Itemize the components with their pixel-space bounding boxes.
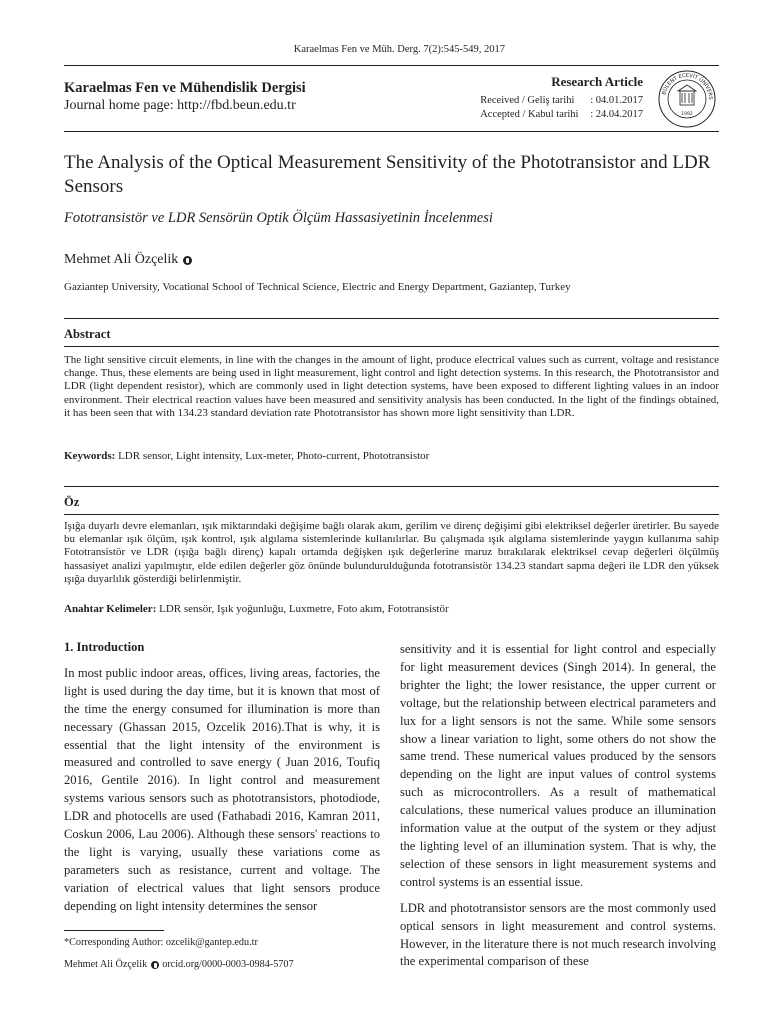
received-date: : 04.01.2017: [590, 95, 643, 106]
paper-subtitle: Fototransistör ve LDR Sensörün Optik Ölçüm Hassasiyetinin İncelenmesi: [64, 210, 493, 226]
orcid-icon[interactable]: [183, 256, 192, 265]
journal-home-link[interactable]: Journal home page: http://fbd.beun.edu.tr: [64, 98, 296, 113]
oz-keywords-label: Anahtar Kelimeler:: [64, 603, 157, 615]
seal-year: 1992: [681, 112, 693, 117]
intro-paragraph-2: sensitivity and it is essential for light control and especially for light measurement devices (Singh 2014). In general, the brighter the light; the lower resistance, the upper current or voltage, but the relationship between electrical parameters and lux for a light sensors is not the same. While some sensors show a linear variation to light, some others do not show the same trend. These numerical values produced by the sensors depending on the light are input values of control systems such as microcontrollers. As a result of mathematical calculations, these numerical values produce an illumination information value at the output of the system or they adjust the lighting level of an illumination system. That is why, the selection of these sensors in light measurement systems and control systems is an essential issue.: [400, 642, 716, 889]
intro-paragraph-3: LDR and phototransistor sensors are the most commonly used optical sensors in light measurement and control systems. However, in the literature there is not much research involving the experimental comparison of these: [400, 900, 716, 969]
left-column: [64, 639, 380, 924]
author: [64, 252, 192, 268]
abstract-section: [64, 318, 719, 462]
corresponding-author: *Corresponding Author: ozcelik@gantep.edu.tr: [64, 937, 258, 948]
accepted-label: Accepted / Kabul tarihi: [480, 109, 579, 120]
oz-heading: Öz: [64, 495, 80, 509]
footnote-divider: [64, 930, 164, 931]
footer-orcid-icon[interactable]: [151, 961, 159, 969]
oz-keywords: [64, 603, 719, 615]
abstract-divider: [64, 346, 719, 347]
paper-title: The Analysis of the Optical Measurement Sensitivity of the Phototransistor and LDR Sensors: [64, 152, 711, 197]
article-type: Research Article: [551, 74, 643, 89]
author-name: Mehmet Ali Özçelik: [64, 252, 179, 267]
abstract-heading: Abstract: [64, 327, 111, 341]
keywords-label: Keywords:: [64, 450, 116, 462]
keywords-list: LDR sensor, Light intensity, Lux-meter, Photo-current, Phototransistor: [115, 450, 430, 462]
accepted-date: : 24.04.2017: [590, 109, 643, 120]
footer-author-name: Mehmet Ali Özçelik: [64, 959, 148, 970]
abstract-text: The light sensitive circuit elements, in line with the changes in the amount of light, produce electrical values such as current, voltage and resistance change. Thus, these elements are being used in light measurement, light control and light detection systems. In this research, the Phototransistor and LDR (light dependent resistor), which are commonly used in light detection systems, have been exposed to different lighting values in an indoor environment. Their electrical reaction values have been measured and sensitivity analysis has been conducted. In the light of the findings obtained, it has been seen that with 134.23 standard deviation rate Phototransistor has shown more light sensitivity than LDR.: [64, 354, 719, 419]
oz-keywords-list: LDR sensör, Işık yoğunluğu, Luxmetre, Foto akım, Fototransistör: [156, 603, 449, 615]
intro-heading: 1. Introduction: [64, 640, 145, 654]
affiliation: Gaziantep University, Vocational School of Technical Science, Electric and Energy Department, Gaziantep, Turkey: [64, 281, 571, 293]
right-column: [400, 641, 716, 979]
footer-author: [64, 959, 294, 970]
keywords: [64, 450, 719, 462]
journal-header: [64, 65, 719, 132]
received-label: Received / Geliş tarihi: [480, 95, 575, 106]
oz-text: Işığa duyarlı devre elemanları, ışık miktarındaki değişime bağlı olarak akım, gerilim ve direnç değişimi gibi elektriksel değerler üretirler. Bu sayede bu elemanlar ışık ölçüm, ışık kontrol, ışık algılama sistemlerinde kullanılırlar. Bu çalışmada ışık algılama sistemlerinde yaygın kullanıma sahip Fototransistör ve LDR (ışığa bağlı direnç) kapalı ortamda değişken ışık değerlerine maruz bırakılarak elektriksel cevap değerleri ölçülmüş hassasiyet analizi yapılmıştır, elde edilen değerler göz önünde bulundurulduğunda fototransistör 134.23 standart sapma değeri ile LDR den yüksek ışığa duyarlılık gösterdiği belirlenmiştir.: [64, 520, 719, 585]
article-dates: [480, 94, 643, 122]
oz-section: [64, 486, 719, 615]
university-seal-icon: [657, 69, 717, 129]
footer-orcid-link[interactable]: orcid.org/0000-0003-0984-5707: [162, 959, 294, 970]
oz-divider: [64, 514, 719, 515]
seal-text: BÜLENT ECEVİT ÜNİVERS: [661, 72, 714, 100]
journal-name: Karaelmas Fen ve Mühendislik Dergisi: [64, 80, 306, 96]
intro-paragraph-1: In most public indoor areas, offices, living areas, factories, the light is used during the day time, but it is known that most of the time the energy consumed for illumination is more than necessary (Ghassan 2015, Ozcelik 2016).That is why, it is essential that the light intensity of the environment is measured and controlled to save energy ( Juan 2016, Toufiq 2016, Gentile 2016). In light control and measurement systems various sensors such as phototransistors, photodiode, LDR and photocells are used (Fathabadi 2016, Kamran 2011, Coskun 2006, Lau 2006). Although these sensors' reactions to the light is varying, usually these variations come as parameters such as resistance, current and voltage. The variation of electrical values that light sensors produce depending on light intensity determines the sensor: [64, 665, 380, 913]
running-head-text: Karaelmas Fen ve Müh. Derg. 7(2):545-549, 2017: [293, 44, 505, 55]
running-head: [0, 44, 768, 55]
